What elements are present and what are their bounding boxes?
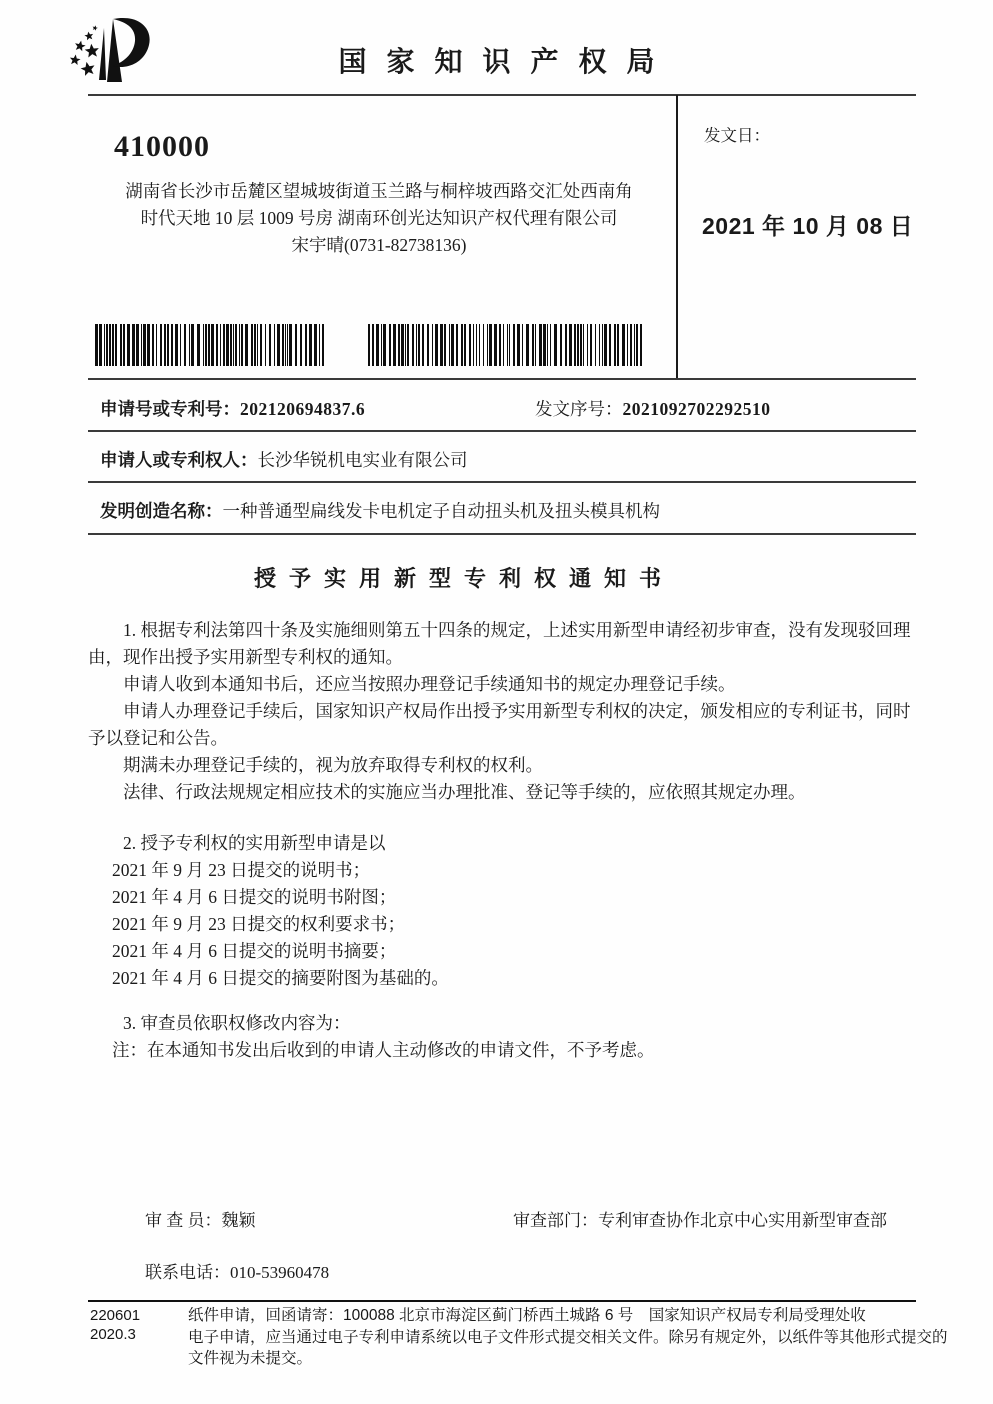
body-line: 由，现作出授予实用新型专利权的通知。 <box>88 647 403 667</box>
row-rule <box>88 430 916 432</box>
form-version: 2020.3 <box>90 1326 136 1343</box>
barcode-serial-number <box>368 324 645 366</box>
body-line: 予以登记和公告。 <box>88 728 228 748</box>
mailing-instructions <box>188 1305 948 1370</box>
invention-title-field <box>100 498 660 523</box>
body-line: 2021 年 4 月 6 日提交的说明书摘要； <box>112 941 397 961</box>
barcode-application-number <box>95 324 325 366</box>
department-name: 专利审查协作北京中心实用新型审查部 <box>598 1211 887 1230</box>
footer-line: 纸件申请，回函请寄：100088 北京市海淀区蓟门桥西土城路 6 号 国家知识产权局专利局受理处收 <box>188 1307 866 1324</box>
body-line: 2021 年 9 月 23 日提交的说明书； <box>112 860 371 880</box>
phone-label: 联系电话： <box>145 1263 230 1282</box>
applicant-field <box>100 447 468 472</box>
invention-title-value: 一种普通型扁线发卡电机定子自动扭头机及扭头模具机构 <box>222 501 660 521</box>
application-number-value: 202120694837.6 <box>240 399 366 419</box>
application-number-field <box>100 396 365 421</box>
address-line-2: 时代天地 10 层 1009 号房 湖南环创光达知识产权代理有限公司 <box>140 208 618 228</box>
header-rule <box>88 94 916 96</box>
notice-body <box>88 617 928 1064</box>
serial-number-label: 发文序号： <box>535 399 623 419</box>
applicant-label: 申请人或专利权人： <box>100 450 258 470</box>
serial-number-value: 2021092702292510 <box>622 399 771 419</box>
invention-title-label: 发明创造名称： <box>100 501 223 521</box>
contact-phone-field <box>145 1258 329 1283</box>
footer-line: 文件视为未提交。 <box>188 1350 313 1367</box>
row-rule <box>88 481 916 483</box>
address-line-3: 宋宇晴(0731-82738136) <box>291 235 467 255</box>
department-label: 审查部门： <box>513 1211 598 1230</box>
applicant-value: 长沙华锐机电实业有限公司 <box>257 450 468 470</box>
footer-line: 电子申请，应当通过电子专利申请系统以电子文件形式提交相关文件。除另有规定外，以纸件等其他形式提交的 <box>188 1328 948 1346</box>
row-rule <box>88 533 916 535</box>
dispatch-date-label: 发文日： <box>704 126 770 145</box>
serial-number-field <box>535 396 771 421</box>
body-line: 申请人收到本通知书后，还应当按照办理登记手续通知书的规定办理登记手续。 <box>123 674 736 694</box>
recipient-address <box>92 178 666 259</box>
body-line: 2021 年 4 月 6 日提交的说明书附图； <box>112 887 397 907</box>
address-line-1: 湖南省长沙市岳麓区望城坡街道玉兰路与桐梓坡西路交汇处西南角 <box>125 181 633 201</box>
body-line: 期满未办理登记手续的，视为放弃取得专利权的权利。 <box>123 755 543 775</box>
body-line: 注：在本通知书发出后收到的申请人主动修改的申请文件，不予考虑。 <box>112 1040 655 1060</box>
phone-number: 010-53960478 <box>230 1263 330 1282</box>
body-line: 申请人办理登记手续后，国家知识产权局作出授予实用新型专利权的决定，颁发相应的专利证书，同时 <box>123 701 911 721</box>
examiner-label: 审 查 员： <box>145 1211 222 1230</box>
body-line: 2021 年 9 月 23 日提交的权利要求书； <box>112 914 406 934</box>
body-line: 2. 授予专利权的实用新型申请是以 <box>123 833 386 853</box>
footer-rule <box>88 1300 916 1302</box>
form-code-block <box>90 1306 140 1344</box>
form-code: 220601 <box>90 1307 141 1324</box>
dispatch-box-divider <box>676 95 678 379</box>
body-line: 2021 年 4 月 6 日提交的摘要附图为基础的。 <box>112 968 449 988</box>
body-line: 法律、行政法规规定相应技术的实施应当办理批准、登记等手续的，应依照其规定办理。 <box>123 782 806 802</box>
body-line: 1. 根据专利法第四十条及实施细则第五十四条的规定，上述实用新型申请经初步审查，没有发现驳回理 <box>123 620 911 640</box>
agency-title: 国家知识产权局 <box>338 46 675 77</box>
examination-department-field <box>513 1206 887 1231</box>
application-number-label: 申请号或专利号： <box>100 399 240 419</box>
examiner-field <box>145 1206 256 1231</box>
recipient-postcode: 410000 <box>114 130 210 163</box>
row-rule <box>88 378 916 380</box>
examiner-name: 魏颖 <box>221 1211 256 1230</box>
dispatch-date-value: 2021 年 10 月 08 日 <box>702 213 914 239</box>
notice-title: 授予实用新型专利权通知书 <box>253 566 674 591</box>
body-line: 3. 审查员依职权修改内容为： <box>123 1013 351 1033</box>
